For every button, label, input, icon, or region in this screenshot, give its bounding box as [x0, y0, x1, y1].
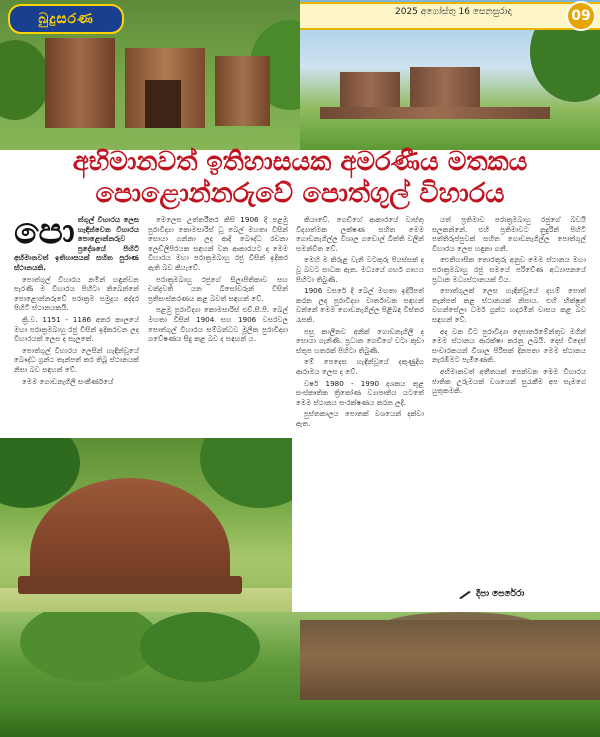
- logo-text: බුදුසරණ: [38, 11, 94, 27]
- page-number: 09: [566, 1, 596, 31]
- bottom-ruins-photo: [0, 612, 600, 737]
- paragraph: මෙහි ම කිරුළ වැනි වටකුරු පියස්සක් ද වූ බවට සාධක ඇත. මධ්‍යයේ ගර්භ ගෘහය පිහිටා තිබුණි.: [296, 255, 424, 284]
- paragraph: මෙලෙස උත්තරීතර කිසි 1906 දී පළමු පුරාවිද්‍යා කොමසාරිස් ධූ බෙල් මහතා විසින් සොයා ගන්නා ලද ආදි බෞද්ධ රචනා ලෙඩ්ලිපිරයක සඳහන් වන ආකාරයට ද මෙම විහාරය මහා පරාක්‍රමබාහු රජු විසින් ඉදිකර ඇති බව කියැවේ.: [148, 215, 288, 272]
- paragraph: කියාවේ. ගෙඩිගේ ආකාරයේ වාස්තු විද්‍යාත්මක ලක්ෂණ සහිත මෙම ගොඩනැගිල්ල විශාල ගඩොල් බිත්ති වලින් සමන්විත වේ.: [296, 215, 424, 253]
- dropcap: පො: [14, 215, 75, 252]
- article-column-2: [148, 215, 288, 437]
- paragraph: පොත්ගුලක් ලෙස හැඳින්වූයේ දහම් පොත් තැන්පත් කළ ස්ථානයක් නිසාය. එහි භික්ෂූන් වහන්සේලා ධර්ම ග්‍රන්ථ හදාරමින් වාසය කළ බව සඳහන් වේ.: [432, 286, 586, 324]
- issue-date: 2025 අගෝස්තු 16 සෙනසුරාදා: [395, 7, 512, 17]
- paragraph: 1906 වසරේ දී බෙල් මහතා ඉදිරිපත් කරන ලද පුරාවිද්‍යා වාර්තාවක සඳහන් වන්නේ මෙම ගොඩනැගිල්ල පිළිබඳ විස්තර රැසකි.: [296, 286, 424, 324]
- ruin-wall: [300, 620, 600, 710]
- paragraph: ක්‍රි.ව. 1151 - 1186 අතර කාලයේ මහා පරාක්‍රමබාහු රජු විසින් ඉදිකරවන ලද විහාරයක් ලෙස ද සැලකේ.: [14, 314, 139, 344]
- stupa-photo: [0, 438, 292, 634]
- article-column-1: [14, 215, 139, 437]
- paragraph: පසු කාලීනව අනික් ගොඩනැගිලි ද සොයා ගැනිණි. ප්‍රධාන ගෙඩිගේ වටා කුඩා ස්තූප හතරක් පිහිටා තිබුණි.: [296, 326, 424, 355]
- paragraph: පරාක්‍රමබාහු රජුගේ සිලාපිතිකාව සහ චන්ද්‍රවති යන බිසෝවරුන් විසින් ප්‍රතිසංස්කරණය කළ බවත් සඳහන් වේ.: [148, 274, 288, 303]
- paragraph: යත් ප්‍රතිමාව පරාක්‍රමබාහු රජුගේ බවයි සලකන්නේ. එහි ප්‍රතිමාවට නුදුරින් පිහිටි පත්තිරුප්පුවක් සහිත ගොඩනැගිල්ල පොත්ගුල් විහාරය ලෙස හඳුනා ගනී.: [432, 215, 586, 253]
- article-lead: ත්ගුල් විහාරය ලෙස හැඳින්වෙන විහාරය පොළොන්නරුව ප්‍රදේශයේ පිහිටි අභිමානවත් ඉතිහාසයක් සහිත පුරාණ ස්ථානයකි.: [14, 215, 139, 272]
- paragraph: පොත්ගුල් විහාරය ලෙසින් හැඳින්වූයේ බෞද්ධ ග්‍රන්ථ තැන්පත් කර තිබූ ස්ථානයක් නිසා බව සඳහන් වේ.: [14, 345, 139, 374]
- paragraph: වර්ෂ 1980 - 1990 දශකය තුළ සංස්කෘතික ත්‍රිකෝණ ව්‍යාපෘතිය යටතේ මෙම ස්ථානය සංරක්ෂණය කරන ලදී.: [296, 378, 424, 407]
- headline: [0, 146, 600, 214]
- paragraph: පොත්ගුල් විහාරය නමින් හඳුන්වන පැරණි ම විහාරය පිහිටා තිබෙන්නේ පොළොන්නරුවේ පරාක්‍රම සමුද්‍රය අද්දර පිහිටි ස්ථානයකයි.: [14, 274, 139, 313]
- paragraph: අද වන විට පුරාවිද්‍යා දෙපාර්තමේන්තුව මගින් මෙම ස්ථානය ආරක්ෂා කරනු ලබයි. දෙස් විදෙස් සංචාරකයන් විශාල පිරිසක් දිනපතා මෙම ස්ථානය නැරඹීමට පැමිණෙති.: [432, 326, 586, 365]
- pen-icon: [458, 589, 472, 599]
- article-column-4: [432, 215, 586, 613]
- paragraph: අභිමානවත් අතීතයක් පෙන්වන මෙම විහාරය ජාතික උරුමයක් වශයෙන් සුරැකීම අප සැමගේ යුතුකමකි.: [432, 366, 586, 396]
- grass: [0, 700, 600, 737]
- paragraph: පළමු පුරාවිද්‍යා කොමසාරිස් එච්.සී.පී. බෙල් මහතා විසින් 1904 සහ 1906 වසරවල පොත්ගුල් විහාරය සම්බන්ධව මූලික පුරාවිද්‍යා ගවේෂණය සිදු කළ බව ද සඳහන් ය.: [148, 305, 288, 344]
- newspaper-logo: [8, 4, 124, 34]
- paragraph: පුස්තකාලය පොතක් වශයෙන් දක්වා ඇත.: [296, 409, 424, 428]
- article-column-3: [296, 215, 424, 575]
- stupa-base: [18, 576, 242, 594]
- paragraph: මේ පෙදෙස හැඳින්වූයේ දකුණුදිග ආරාමය ලෙස ද වේ.: [296, 357, 424, 376]
- headline-line-1: අභිමානවත් ඉතිහාසයක අමරණීය මතකය: [72, 147, 528, 177]
- byline: [458, 589, 524, 599]
- headline-line-2: පොළොන්නරුවේ පොත්ගුල් විහාරය: [95, 178, 505, 209]
- paragraph: මෙම ගොඩනැගිලි සංකීර්ණයේ: [22, 376, 114, 386]
- paragraph: ඓතිහාසික තොරතුරු අනුව මෙම ස්ථානය මහා පරාක්‍රමබාහු රජු සමයේ පරිවේණ අධ්‍යාපනයේ ප්‍රධාන මධ්‍යස්ථානයක් විය.: [432, 255, 586, 284]
- author-name: දීපා පෙරේරා: [476, 589, 525, 599]
- ruins-photo-right: [300, 12, 600, 150]
